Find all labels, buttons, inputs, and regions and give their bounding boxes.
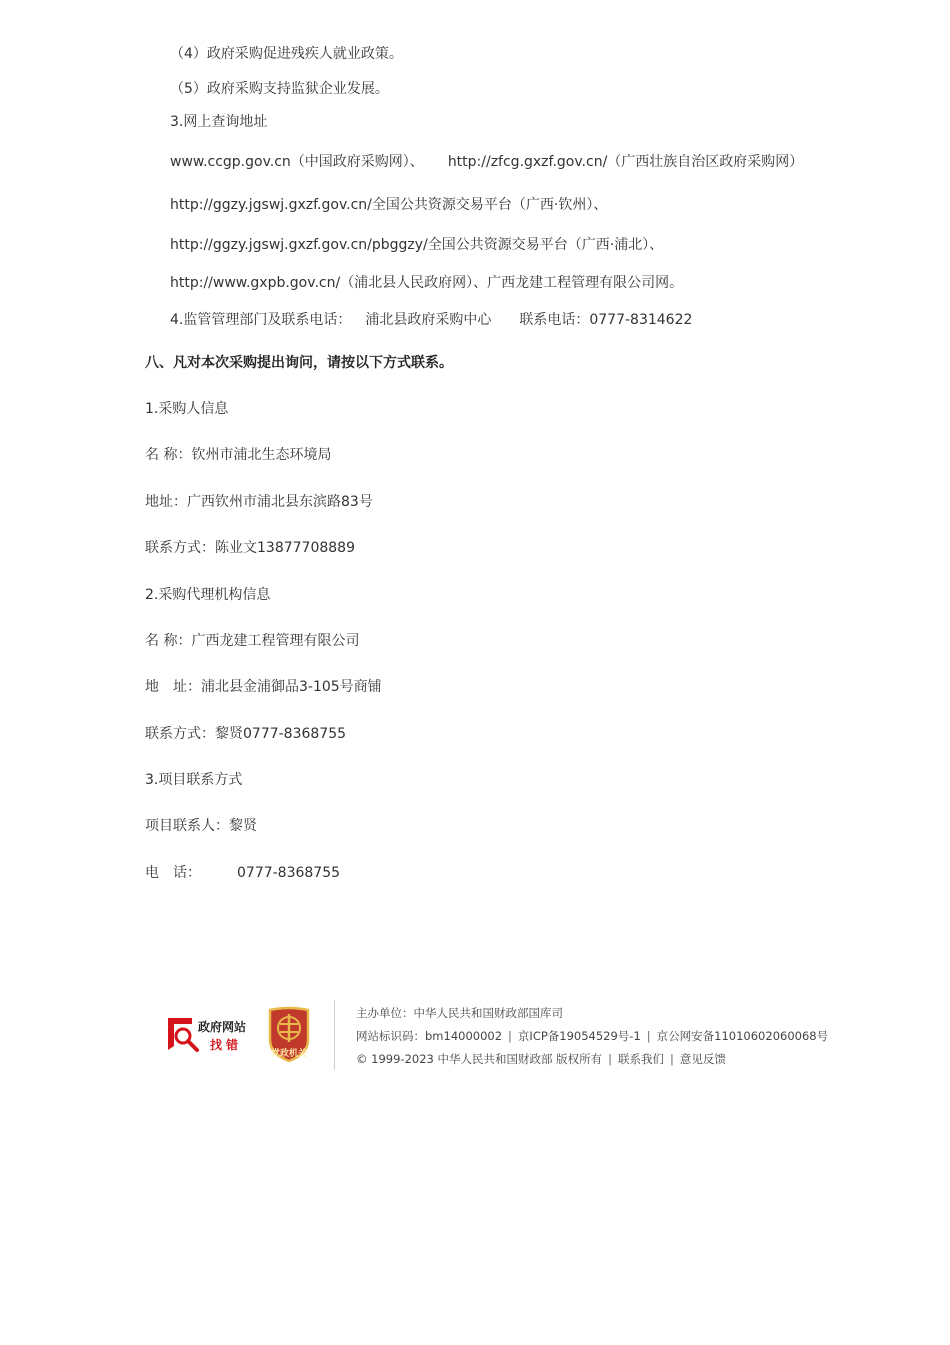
url-line-1 <box>170 152 803 172</box>
site-id: 网站标识码：bm14000002 <box>356 1029 503 1043</box>
separator: | <box>508 1029 512 1043</box>
party-org-label: 党政机关 <box>270 1049 307 1059</box>
supervision-dept: 浦北县政府采购中心 <box>365 312 492 328</box>
icp-number[interactable]: 京ICP备19054529号-1 <box>517 1029 641 1043</box>
buyer-heading: 1.采购人信息 <box>145 401 229 417</box>
police-record[interactable]: 京公网安备11010602060068号 <box>656 1029 829 1043</box>
site-footer <box>166 1000 829 1070</box>
find-error-line1: 政府网站 <box>198 1020 247 1034</box>
url-ccgp[interactable]: www.ccgp.gov.cn（中国政府采购网）、 <box>170 154 424 170</box>
query-heading: 3.网上查询地址 <box>170 114 268 130</box>
find-error-badge[interactable] <box>166 1014 254 1054</box>
url-zfcg[interactable]: http://zfcg.gxzf.gov.cn/（广西壮族自治区政府采购网） <box>447 154 804 170</box>
separator: | <box>670 1052 674 1066</box>
agency-name: 名 称：广西龙建工程管理有限公司 <box>145 633 360 649</box>
contact-us-link[interactable]: 联系我们 <box>618 1052 665 1066</box>
supervision-label: 4.监管管理部门及联系电话： <box>170 312 352 328</box>
project-contact: 项目联系人：黎贤 <box>145 818 257 834</box>
project-phone <box>145 863 340 883</box>
buyer-contact: 联系方式：陈业文13877708889 <box>145 540 355 556</box>
separator: | <box>608 1052 613 1066</box>
policy-item-5: （5）政府采购支持监狱企业发展。 <box>170 81 389 97</box>
agency-address: 地 址：浦北县金浦御品3-105号商铺 <box>145 679 382 695</box>
agency-contact: 联系方式：黎贤0777-8368755 <box>145 726 347 742</box>
supervision-phone: 联系电话：0777-8314622 <box>519 312 693 328</box>
phone-value: 0777-8368755 <box>237 865 341 881</box>
url-ggzy-qinzhou[interactable]: http://ggzy.jgswj.gxzf.gov.cn/全国公共资源交易平台（广西·钦州）、 <box>170 197 608 213</box>
footer-registration <box>356 1028 828 1044</box>
url-ggzy-pubei[interactable]: http://ggzy.jgswj.gxzf.gov.cn/pbggzy/全国公共资源交易平台（广西·浦北）、 <box>170 237 664 253</box>
feedback-link[interactable]: 意见反馈 <box>679 1052 726 1066</box>
footer-host: 主办单位：中华人民共和国财政部国库司 <box>356 1006 563 1020</box>
find-error-line2: 找错 <box>210 1038 243 1052</box>
supervision-line <box>170 310 692 330</box>
copyright: © 1999-2023 中华人民共和国财政部 版权所有 <box>356 1052 603 1066</box>
buyer-address: 地址：广西钦州市浦北县东滨路83号 <box>145 494 373 510</box>
footer-copyright-line <box>356 1051 726 1067</box>
agency-heading: 2.采购代理机构信息 <box>145 587 271 603</box>
phone-label: 电 话： <box>145 865 201 881</box>
section-8-title: 八、凡对本次采购提出询问，请按以下方式联系。 <box>145 355 453 371</box>
footer-divider <box>334 1000 335 1070</box>
buyer-name: 名 称：钦州市浦北生态环境局 <box>145 447 332 463</box>
separator: | <box>646 1029 651 1043</box>
project-heading: 3.项目联系方式 <box>145 772 243 788</box>
magnifier-icon <box>166 1014 200 1054</box>
url-gxpb[interactable]: http://www.gxpb.gov.cn/（浦北县人民政府网）、广西龙建工程管理有限公司网。 <box>170 275 684 291</box>
policy-item-4: （4）政府采购促进残疾人就业政策。 <box>170 46 403 62</box>
party-org-badge[interactable] <box>266 1006 316 1064</box>
